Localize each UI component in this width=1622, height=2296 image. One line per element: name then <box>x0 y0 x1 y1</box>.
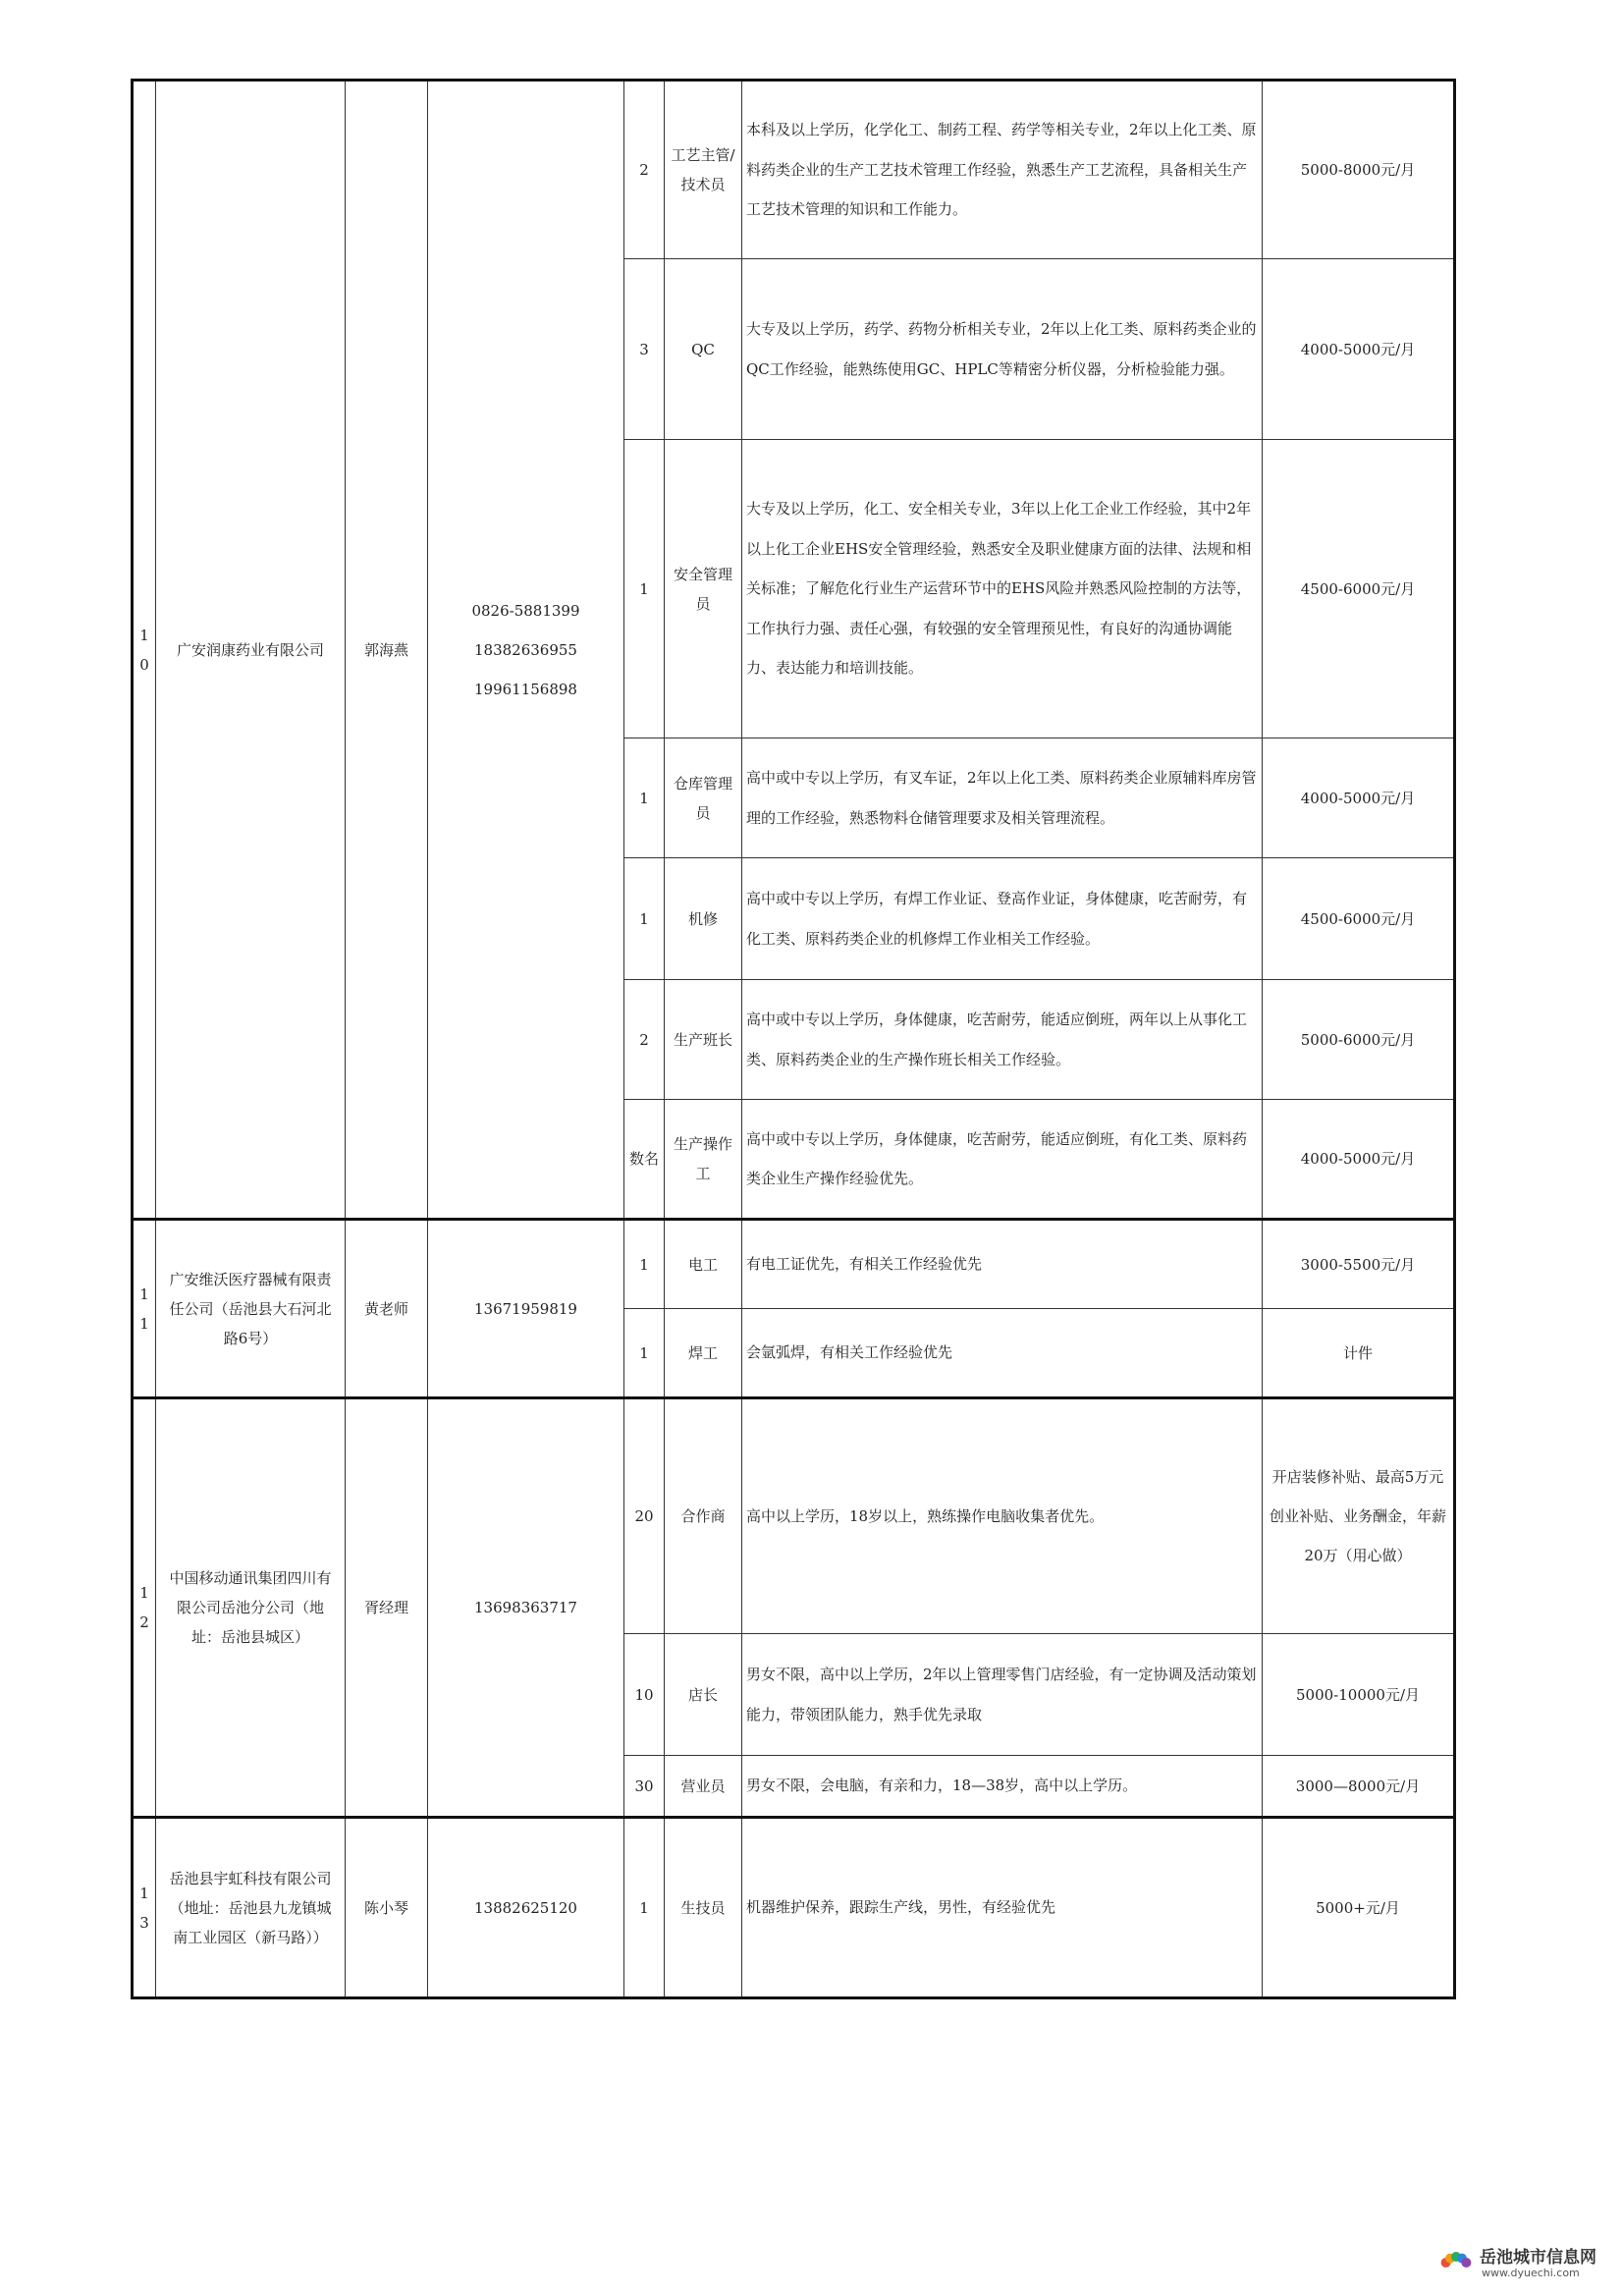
job-requirement: 有电工证优先，有相关工作经验优先 <box>742 1220 1263 1309</box>
job-title: 仓库管理员 <box>665 738 742 858</box>
job-requirement: 高中或中专以上学历，身体健康，吃苦耐劳，能适应倒班，两年以上从事化工类、原料药类企业的生产操作班长相关工作经验。 <box>742 980 1263 1100</box>
job-count: 数名 <box>624 1100 665 1220</box>
phone-number: 13698363717 <box>474 1599 577 1616</box>
company-index: 13 <box>133 1818 156 1998</box>
job-count: 1 <box>624 1309 665 1398</box>
phone-number: 13671959819 <box>474 1299 577 1318</box>
job-count: 3 <box>624 259 665 440</box>
job-title: 焊工 <box>665 1309 742 1398</box>
job-count: 30 <box>624 1756 665 1818</box>
job-requirement: 大专及以上学历，化工、安全相关专业，3年以上化工企业工作经验，其中2年以上化工企业EHS安全管理经验，熟悉安全及职业健康方面的法律、法规和相关标准；了解危化行业生产运营环节中的EHS风险并熟悉风险控制的方法等，工作执行力强、责任心强，有较强的安全管理预见性，有良好的沟通协调能力、表达能力和培训技能。 <box>742 440 1263 738</box>
job-title: 机修 <box>665 858 742 980</box>
phone-number: 19961156898 <box>474 680 577 698</box>
job-salary: 4500-6000元/月 <box>1263 440 1455 738</box>
watermark-site-name: 岳池城市信息网 <box>1480 2248 1596 2268</box>
site-watermark <box>1436 2241 1608 2286</box>
job-count: 1 <box>624 440 665 738</box>
job-count: 10 <box>624 1634 665 1756</box>
job-title: QC <box>665 259 742 440</box>
job-salary: 5000-6000元/月 <box>1263 980 1455 1100</box>
table-row <box>133 1220 1455 1309</box>
job-salary: 3000—8000元/月 <box>1263 1756 1455 1818</box>
job-salary: 4000-5000元/月 <box>1263 738 1455 858</box>
job-salary: 4500-6000元/月 <box>1263 858 1455 980</box>
job-title: 生产操作工 <box>665 1100 742 1220</box>
recruitment-table <box>131 79 1456 1999</box>
company-index: 12 <box>133 1398 156 1818</box>
job-title: 工艺主管/技术员 <box>665 81 742 259</box>
contact-person: 胥经理 <box>346 1398 428 1818</box>
job-salary: 4000-5000元/月 <box>1263 259 1455 440</box>
job-requirement: 男女不限，会电脑，有亲和力，18—38岁，高中以上学历。 <box>742 1756 1263 1818</box>
phone-number: 18382636955 <box>474 640 577 659</box>
job-count: 2 <box>624 980 665 1100</box>
job-count: 1 <box>624 1818 665 1998</box>
contact-phone <box>428 81 624 1220</box>
job-requirement: 高中或中专以上学历，有叉车证，2年以上化工类、原料药类企业原辅料库房管理的工作经验，熟悉物料仓储管理要求及相关管理流程。 <box>742 738 1263 858</box>
job-salary: 5000-8000元/月 <box>1263 81 1455 259</box>
job-requirement: 高中或中专以上学历，有焊工作业证、登高作业证，身体健康，吃苦耐劳，有化工类、原料药类企业的机修焊工作业相关工作经验。 <box>742 858 1263 980</box>
job-salary: 4000-5000元/月 <box>1263 1100 1455 1220</box>
job-requirement: 男女不限，高中以上学历，2年以上管理零售门店经验，有一定协调及活动策划能力，带领团队能力，熟手优先录取 <box>742 1634 1263 1756</box>
job-count: 1 <box>624 738 665 858</box>
job-requirement: 高中以上学历，18岁以上，熟练操作电脑收集者优先。 <box>742 1398 1263 1634</box>
job-requirement: 机器维护保养，跟踪生产线，男性，有经验优先 <box>742 1818 1263 1998</box>
job-requirement: 会氩弧焊，有相关工作经验优先 <box>742 1309 1263 1398</box>
job-salary: 开店装修补贴、最高5万元创业补贴、业务酬金，年薪20万（用心做） <box>1263 1398 1455 1634</box>
contact-person: 郭海燕 <box>346 81 428 1220</box>
company-index: 11 <box>133 1220 156 1398</box>
job-title: 电工 <box>665 1220 742 1309</box>
watermark-url: www.dyuechi.com <box>1482 2267 1580 2279</box>
contact-phone <box>428 1220 624 1398</box>
job-requirement: 高中或中专以上学历，身体健康，吃苦耐劳，能适应倒班，有化工类、原料药类企业生产操作经验优先。 <box>742 1100 1263 1220</box>
table-row <box>133 1398 1455 1634</box>
company-name: 中国移动通讯集团四川有限公司岳池分公司（地址：岳池县城区） <box>156 1398 346 1818</box>
job-title: 店长 <box>665 1634 742 1756</box>
table-row <box>133 81 1455 259</box>
company-index: 10 <box>133 81 156 1220</box>
site-logo-icon <box>1436 2243 1476 2282</box>
contact-phone <box>428 1398 624 1818</box>
job-requirement: 大专及以上学历，药学、药物分析相关专业，2年以上化工类、原料药类企业的QC工作经验，能熟练使用GC、HPLC等精密分析仪器，分析检验能力强。 <box>742 259 1263 440</box>
job-title: 营业员 <box>665 1756 742 1818</box>
job-salary: 5000+元/月 <box>1263 1818 1455 1998</box>
contact-person: 黄老师 <box>346 1220 428 1398</box>
job-count: 20 <box>624 1398 665 1634</box>
company-name: 广安润康药业有限公司 <box>156 81 346 1220</box>
phone-number: 0826-5881399 <box>471 601 580 620</box>
company-name: 岳池县宇虹科技有限公司（地址：岳池县九龙镇城南工业园区（新马路）） <box>156 1818 346 1998</box>
job-salary: 3000-5500元/月 <box>1263 1220 1455 1309</box>
job-title: 合作商 <box>665 1398 742 1634</box>
contact-person: 陈小琴 <box>346 1818 428 1998</box>
phone-number: 13882625120 <box>474 1898 577 1917</box>
job-title: 生技员 <box>665 1818 742 1998</box>
table-row <box>133 1818 1455 1998</box>
job-count: 2 <box>624 81 665 259</box>
company-name: 广安维沃医疗器械有限责任公司（岳池县大石河北路6号） <box>156 1220 346 1398</box>
job-count: 1 <box>624 858 665 980</box>
job-count: 1 <box>624 1220 665 1309</box>
job-salary: 5000-10000元/月 <box>1263 1634 1455 1756</box>
job-requirement: 本科及以上学历，化学化工、制药工程、药学等相关专业，2年以上化工类、原料药类企业的生产工艺技术管理工作经验，熟悉生产工艺流程，具备相关生产工艺技术管理的知识和工作能力。 <box>742 81 1263 259</box>
job-title: 生产班长 <box>665 980 742 1100</box>
job-title: 安全管理员 <box>665 440 742 738</box>
contact-phone <box>428 1818 624 1998</box>
job-salary: 计件 <box>1263 1309 1455 1398</box>
